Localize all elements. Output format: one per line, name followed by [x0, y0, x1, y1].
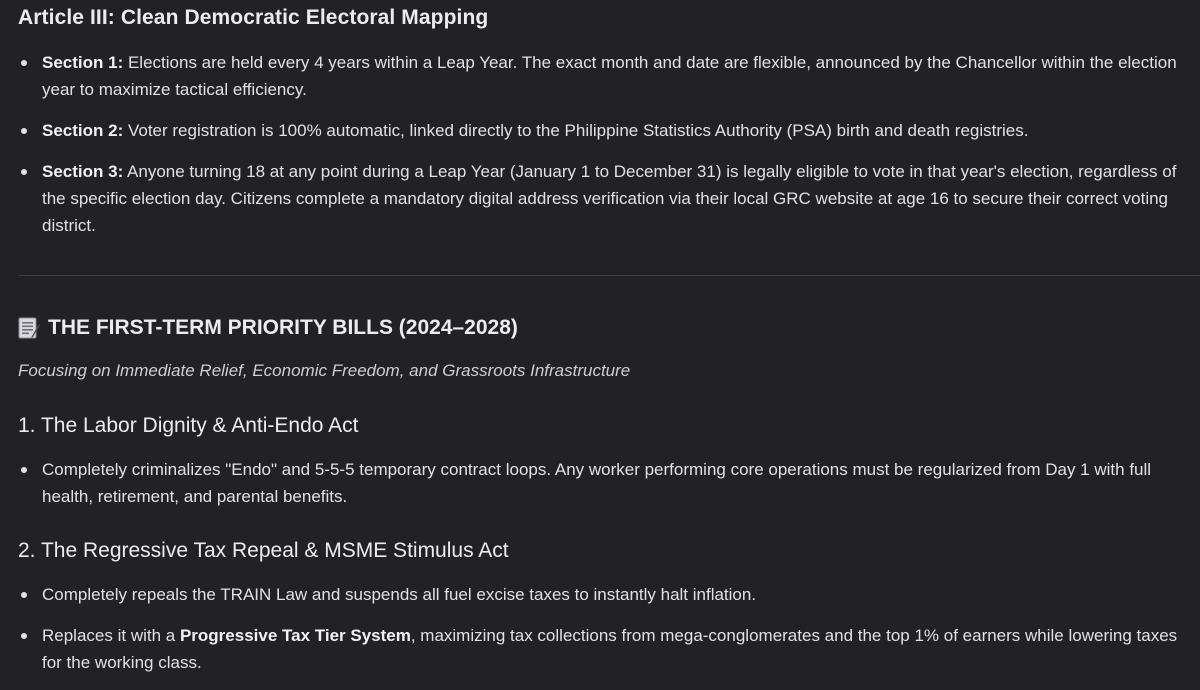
bill-points-list — [18, 456, 1188, 510]
bullet-icon — [21, 169, 27, 175]
bill-point-text: Completely criminalizes "Endo" and 5-5-5 temporary contract loops. Any worker performing core operations must be regularized from Day 1 with full health, retirement, and parental benefits. — [42, 460, 1152, 506]
list-item — [18, 581, 1188, 608]
bill-title: 2. The Regressive Tax Repeal & MSME Stimulus Act — [18, 539, 509, 562]
bullet-icon — [21, 60, 27, 66]
list-item — [18, 117, 1188, 144]
section-label: Section 1: — [42, 53, 124, 72]
horizontal-divider — [18, 275, 1200, 276]
list-item — [18, 49, 1188, 103]
bill-point-text: Completely repeals the TRAIN Law and suspends all fuel excise taxes to instantly halt inflation. — [42, 585, 757, 604]
list-item — [18, 622, 1188, 676]
section-label: Section 3: — [42, 162, 124, 181]
section-text: Anyone turning 18 at any point during a Leap Year (January 1 to December 31) is legally eligible to vote in that year's election, regardless of the specific election day. Citizens complete a mandatory digital address verification via their local GRC website at age 16 to secure their correct voting district. — [42, 162, 1177, 235]
bullet-icon — [21, 633, 27, 639]
bill-point-bold: Progressive Tax Tier System — [179, 626, 411, 645]
bill-title: 1. The Labor Dignity & Anti-Endo Act — [18, 414, 359, 437]
bill-point-prefix: Replaces it with a — [42, 626, 180, 645]
section-text: Voter registration is 100% automatic, linked directly to the Philippine Statistics Authority (PSA) birth and death registries. — [123, 121, 1029, 140]
bullet-icon — [21, 128, 27, 134]
list-item — [18, 456, 1188, 510]
bill-point-suffix: , maximizing tax collections from mega-conglomerates and the top 1% of earners while lowering taxes for the working class. — [42, 626, 1178, 672]
priority-bills-subtitle: Focusing on Immediate Relief, Economic Freedom, and Grassroots Infrastructure — [18, 361, 631, 380]
memo-icon — [18, 316, 40, 340]
bill-points-list — [18, 581, 1188, 690]
bullet-icon — [21, 592, 27, 598]
article-sections-list — [18, 49, 1188, 253]
section-label: Section 2: — [42, 121, 124, 140]
priority-bills-heading-text: THE FIRST-TERM PRIORITY BILLS (2024–2028) — [48, 316, 518, 339]
bullet-icon — [21, 467, 27, 473]
section-text: Elections are held every 4 years within a Leap Year. The exact month and date are flexible, announced by the Chancellor within the election year to maximize tactical efficiency. — [42, 53, 1177, 99]
list-item — [18, 158, 1188, 239]
priority-bills-heading — [18, 316, 518, 340]
article-heading: Article III: Clean Democratic Electoral Mapping — [18, 6, 489, 29]
